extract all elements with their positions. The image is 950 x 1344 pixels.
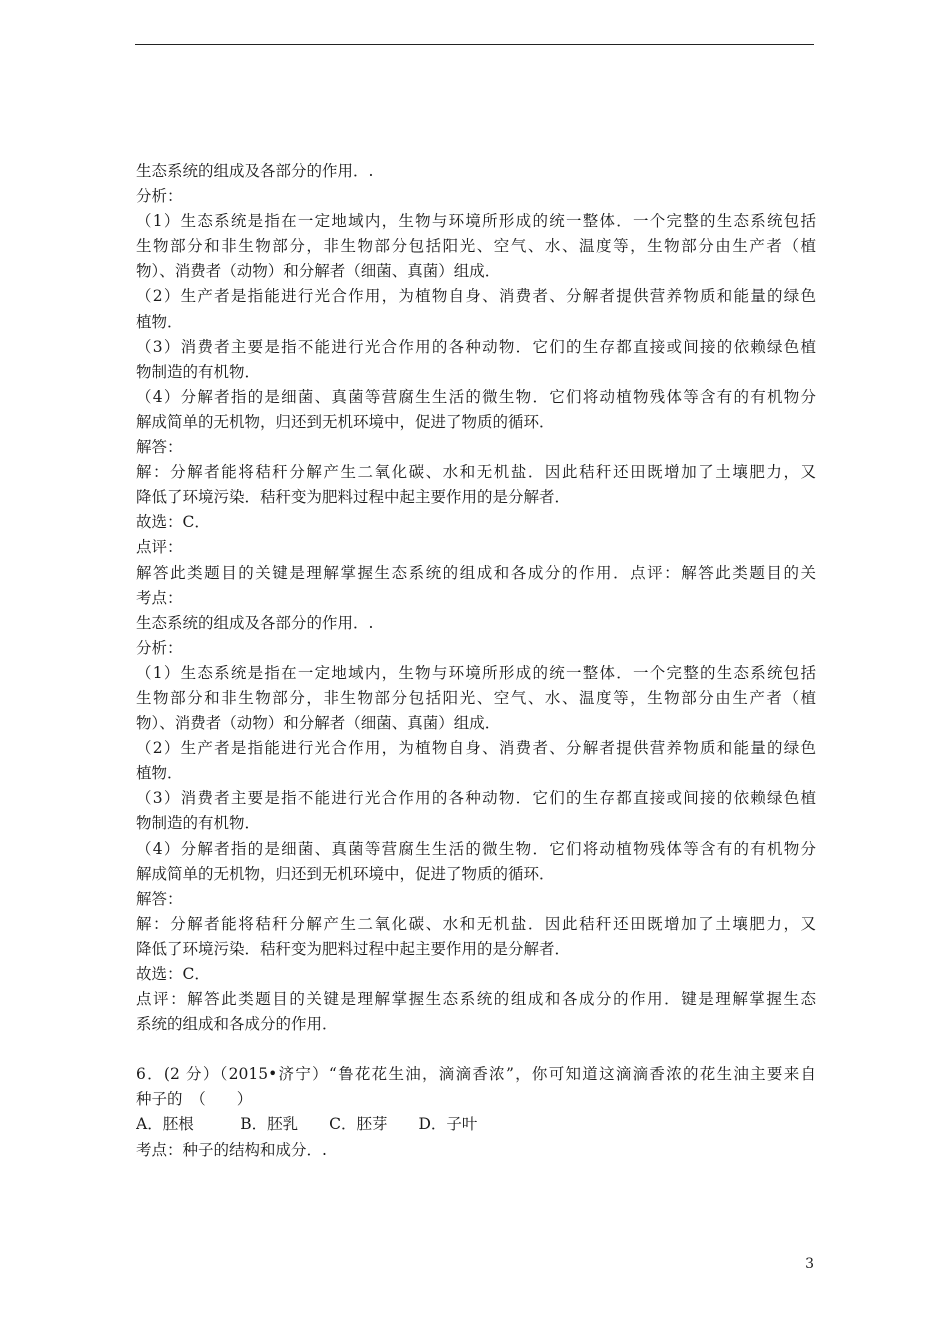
kaodian-line: 考点：种子的结构和成分．. <box>136 1140 327 1159</box>
text-line: 生态系统的组成及各部分的作用．. <box>136 613 374 632</box>
text-line: 植物． <box>136 312 183 331</box>
text-line: 解成简单的无机物，归还到无机环境中，促进了物质的循环． <box>136 412 555 431</box>
text-line: 解成简单的无机物，归还到无机环境中，促进了物质的循环． <box>136 864 555 883</box>
header-rule <box>135 44 814 45</box>
text-line: （3）消费者主要是指不能进行光合作用的各种动物．它们的生存都直接或间接的依赖绿色植 <box>136 789 816 808</box>
text-line: （3）消费者主要是指不能进行光合作用的各种动物．它们的生存都直接或间接的依赖绿色植 <box>136 337 816 356</box>
text-line: （4）分解者指的是细菌、真菌等营腐生生活的微生物．它们将动植物残体等含有的有机物分 <box>136 839 816 858</box>
text-line: 生态系统的组成及各部分的作用．. <box>136 162 374 180</box>
text-line: 故选：C． <box>136 965 210 983</box>
text-line: 分析： <box>136 638 183 657</box>
question-stem-continued: 种子的 （ ） <box>136 1090 253 1109</box>
text-line: 点评： <box>136 538 183 557</box>
text-line: 生物部分和非生物部分，非生物部分包括阳光、空气、水、温度等，生物部分由生产者（植 <box>136 688 816 707</box>
text-line: 故选：C． <box>136 513 210 532</box>
text-line: （2）生产者是指能进行光合作用，为植物自身、消费者、分解者提供营养物质和能量的绿色 <box>136 287 816 306</box>
text-line: 降低了环境污染．秸秆变为肥料过程中起主要作用的是分解者． <box>136 488 571 507</box>
text-line: 物）、消费者（动物）和分解者（细菌、真菌）组成． <box>136 262 501 281</box>
text-line: 系统的组成和各成分的作用． <box>136 1015 338 1034</box>
text-line: 物）、消费者（动物）和分解者（细菌、真菌）组成． <box>136 714 501 733</box>
text-line: （1）生态系统是指在一定地域内，生物与环境所形成的统一整体．一个完整的生态系统包括 <box>136 212 816 231</box>
page-content <box>136 159 816 1163</box>
page-number: 3 <box>805 1256 814 1272</box>
text-line: 解答此类题目的关键是理解掌握生态系统的组成和各成分的作用．点评：解答此类题目的关 <box>136 563 816 582</box>
text-line: 解答： <box>136 438 183 457</box>
answer-options: A．胚根 B．胚乳 C．胚芽 D．子叶 <box>136 1115 478 1134</box>
text-line: 生物部分和非生物部分，非生物部分包括阳光、空气、水、温度等，生物部分由生产者（植 <box>136 237 816 256</box>
text-line: 解：分解者能将秸秆分解产生二氧化碳、水和无机盐．因此秸秆还田既增加了土壤肥力，又 <box>136 463 816 482</box>
text-line: 物制造的有机物． <box>136 814 261 833</box>
text-line: 降低了环境污染．秸秆变为肥料过程中起主要作用的是分解者． <box>136 939 571 958</box>
text-line: （4）分解者指的是细菌、真菌等营腐生生活的微生物．它们将动植物残体等含有的有机物分 <box>136 387 816 406</box>
text-line: 点评：解答此类题目的关键是理解掌握生态系统的组成和各成分的作用．键是理解掌握生态 <box>136 990 816 1009</box>
text-line: （1）生态系统是指在一定地域内，生物与环境所形成的统一整体．一个完整的生态系统包括 <box>136 663 816 682</box>
text-line: 解答： <box>136 889 183 908</box>
question-stem: 6．(2 分）（2015•济宁）“鲁花花生油，滴滴香浓”，你可知道这滴滴香浓的花生油主要来自 <box>136 1065 816 1084</box>
text-line: 考点： <box>136 588 183 607</box>
text-line: 解：分解者能将秸秆分解产生二氧化碳、水和无机盐．因此秸秆还田既增加了土壤肥力，又 <box>136 914 816 933</box>
text-line: （2）生产者是指能进行光合作用，为植物自身、消费者、分解者提供营养物质和能量的绿色 <box>136 739 816 758</box>
paragraph-gap <box>136 1037 816 1062</box>
text-line: 物制造的有机物． <box>136 362 261 381</box>
text-line: 植物． <box>136 764 183 783</box>
text-line: 分析： <box>136 187 183 206</box>
